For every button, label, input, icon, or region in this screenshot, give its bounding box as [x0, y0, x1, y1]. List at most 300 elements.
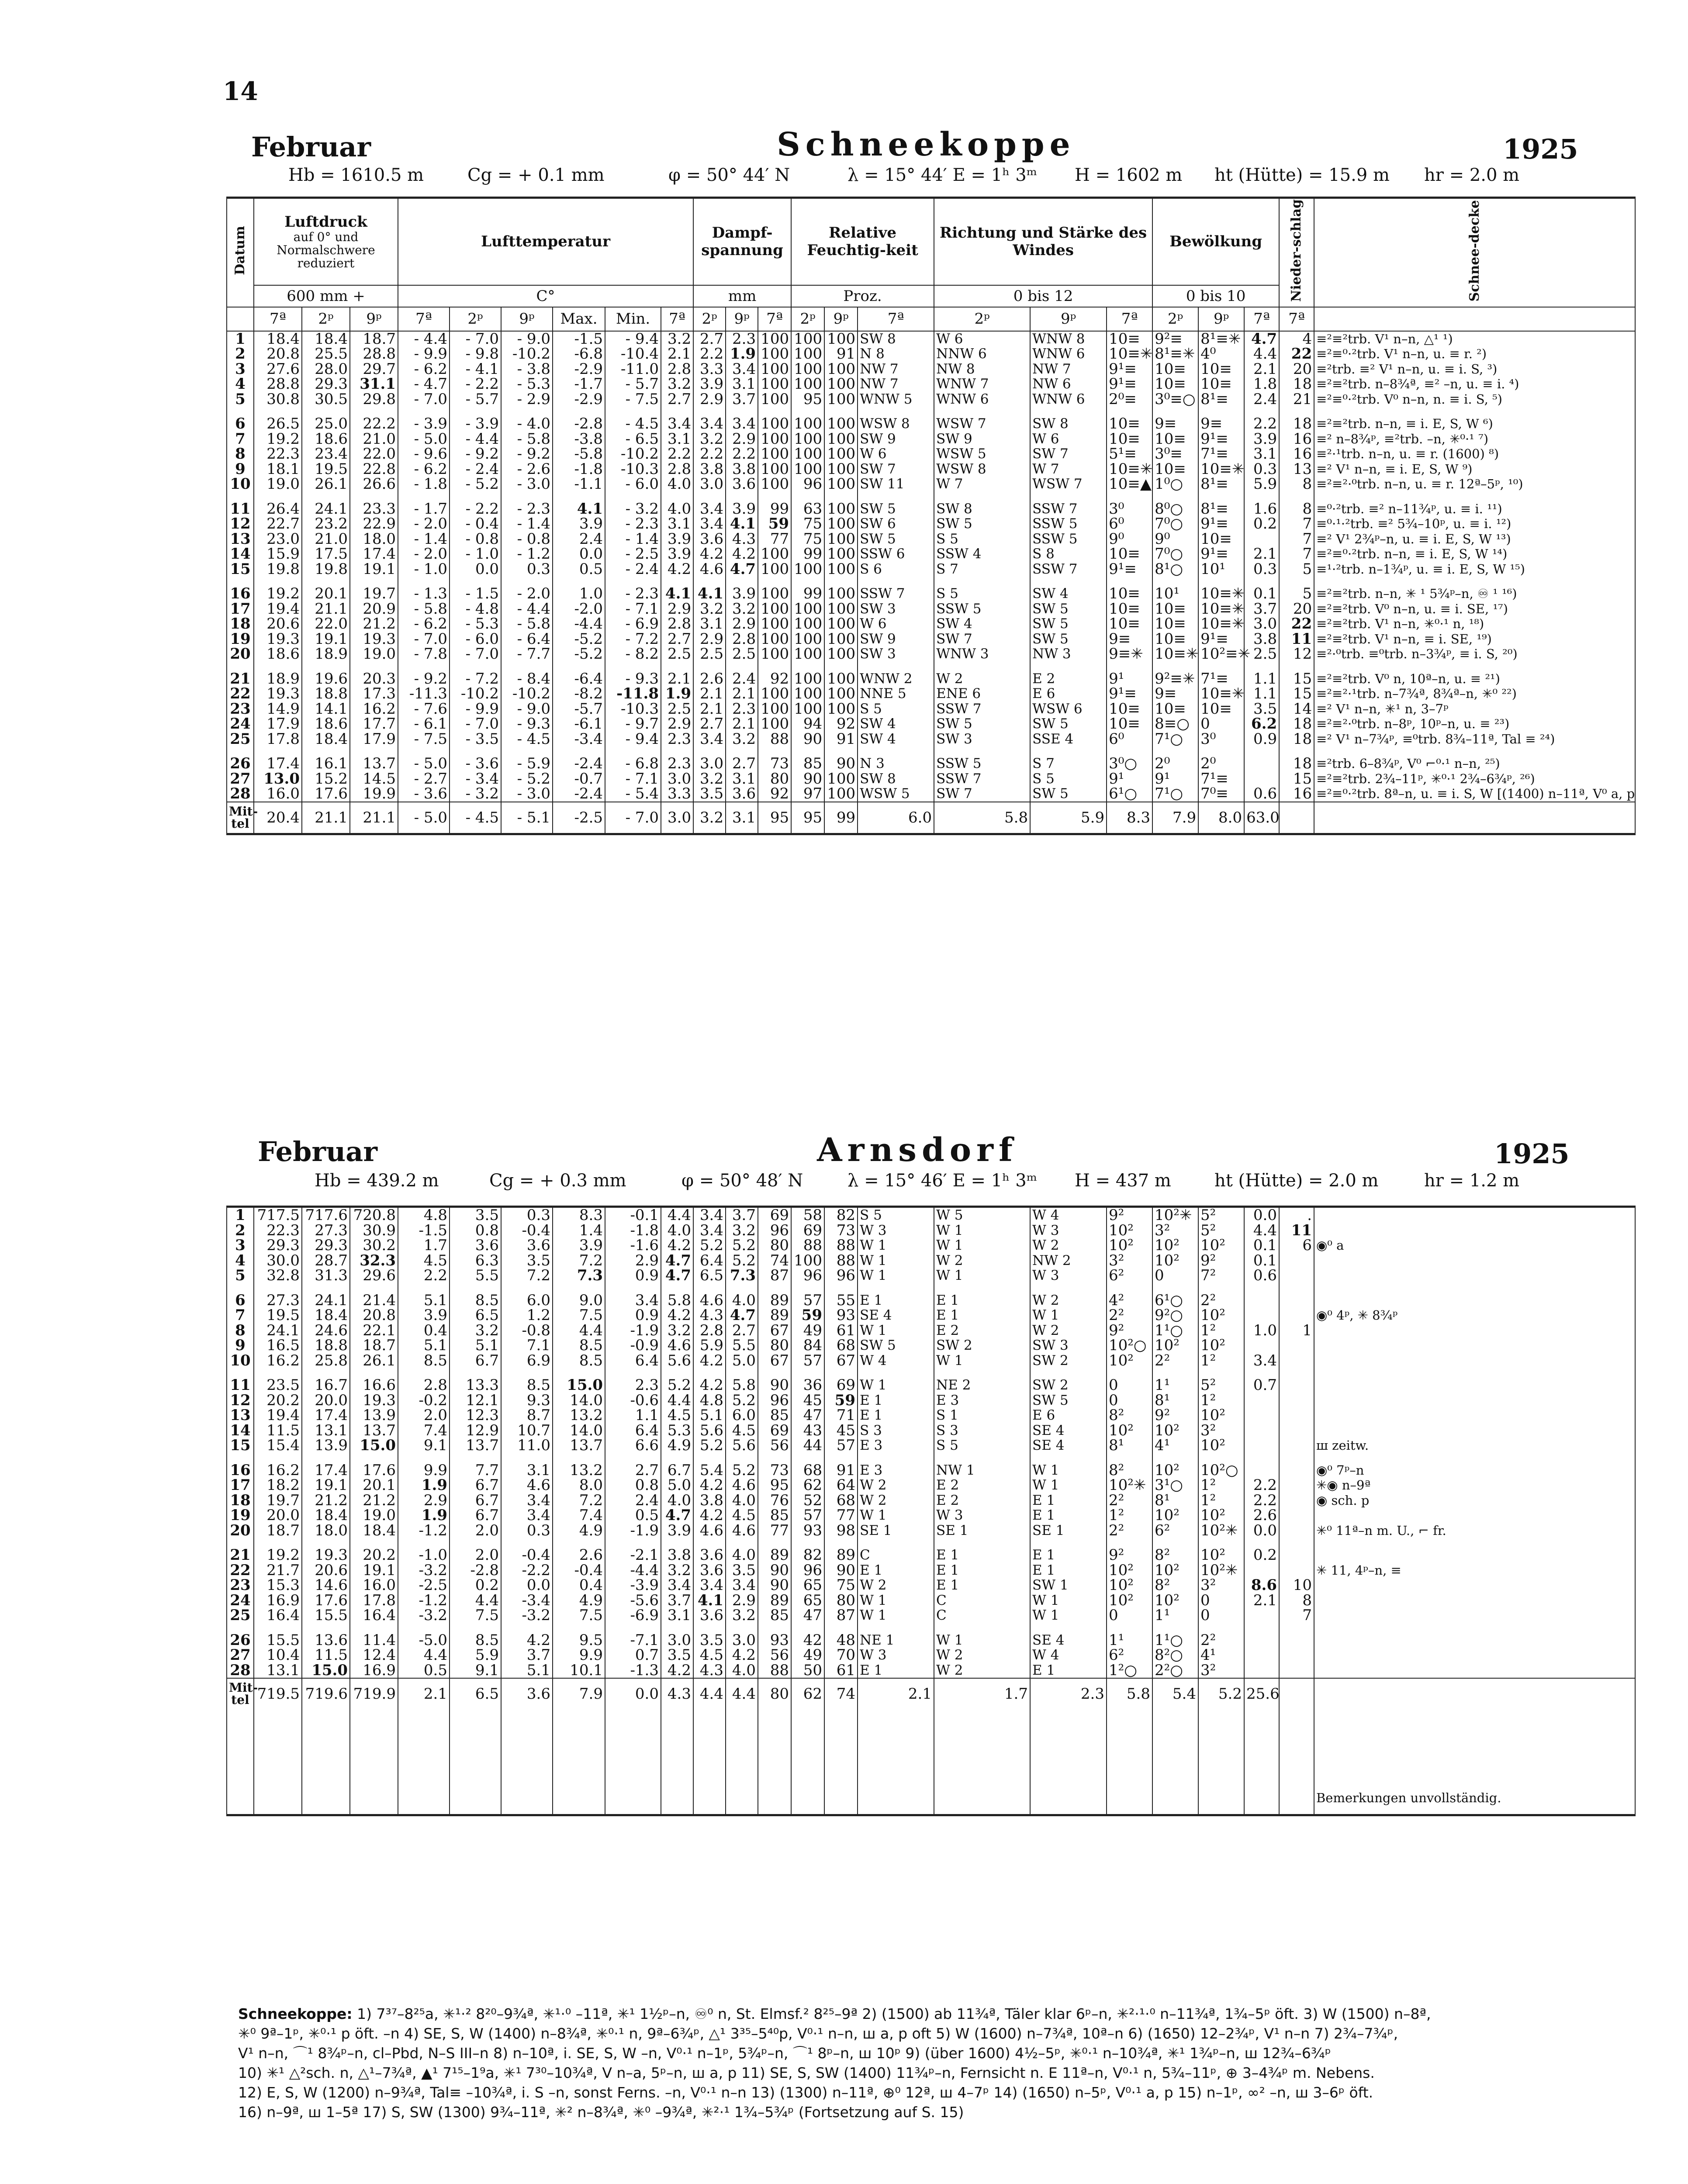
value-cell: -0.4: [553, 1563, 605, 1578]
value-cell: NW 1: [934, 1463, 1030, 1478]
value-cell: W 2: [858, 1493, 934, 1508]
param-h: H = 1602 m: [1075, 165, 1183, 185]
year-schneekoppe: 1925: [1503, 133, 1578, 165]
remark-cell: ≡² V¹ n–n, ✳¹ n, 3–7ᵖ: [1314, 702, 1635, 717]
value-cell: SW 8: [858, 771, 934, 787]
value-cell: 31.1: [350, 377, 398, 392]
value-cell: [1279, 1293, 1314, 1308]
value-cell: E 3: [858, 1438, 934, 1453]
value-cell: 12.4: [350, 1648, 398, 1663]
value-cell: [1279, 1253, 1314, 1268]
value-cell: 96: [791, 1563, 824, 1578]
value-cell: 0.5: [398, 1663, 450, 1679]
param-ht: ht (Hütte) = 15.9 m: [1214, 165, 1390, 185]
value-cell: 9¹: [1107, 771, 1152, 787]
table-row: [227, 501, 1635, 517]
value-cell: 22.7: [254, 516, 302, 532]
value-cell: 91: [824, 1463, 858, 1478]
value-cell: E 1: [1030, 1563, 1107, 1578]
value-cell: 10²: [1198, 1238, 1244, 1253]
value-cell: 8¹≡: [1198, 501, 1244, 517]
value-cell: 8²: [1152, 1578, 1198, 1593]
mean-value: 5.8: [1107, 1678, 1152, 1709]
value-cell: 18: [1279, 716, 1314, 732]
value-cell: -1.1: [553, 477, 605, 492]
mean-row: [227, 802, 1635, 834]
value-cell: 32.3: [350, 1253, 398, 1268]
value-cell: SW 5: [934, 716, 1030, 732]
value-cell: - 3.2: [450, 786, 501, 802]
value-cell: 100: [758, 716, 791, 732]
value-cell: 2²: [1198, 1293, 1244, 1308]
value-cell: - 9.4: [605, 331, 661, 347]
value-cell: -2.4: [553, 756, 605, 771]
value-cell: 4.2: [693, 1508, 726, 1523]
value-cell: 0: [1198, 1593, 1244, 1608]
value-cell: 3.4: [726, 1578, 758, 1593]
mean-value: 6.5: [450, 1678, 501, 1709]
value-cell: 19.7: [350, 586, 398, 601]
value-cell: 2²○: [1152, 1663, 1198, 1679]
value-cell: 1.1: [605, 1408, 661, 1423]
value-cell: 10²✳: [1198, 1563, 1244, 1578]
value-cell: 100: [824, 446, 858, 462]
value-cell: 0.1: [1244, 586, 1279, 601]
mean-value: 3.2: [693, 802, 726, 834]
table-row: [227, 362, 1635, 377]
value-cell: - 5.7: [605, 377, 661, 392]
value-cell: 1⁰○: [1152, 477, 1198, 492]
value-cell: 7: [1279, 1608, 1314, 1623]
value-cell: 13.0: [254, 771, 302, 787]
value-cell: 29.8: [350, 392, 398, 407]
value-cell: 30.5: [302, 392, 350, 407]
day-cell: 19: [227, 632, 254, 647]
param-hb: Hb = 1610.5 m: [288, 165, 424, 185]
value-cell: -3.9: [605, 1578, 661, 1593]
value-cell: 18.8: [302, 1338, 350, 1353]
value-cell: 0: [1107, 1378, 1152, 1393]
value-cell: 57: [791, 1293, 824, 1308]
value-cell: 18.7: [350, 331, 398, 347]
value-cell: -11.8: [605, 686, 661, 702]
value-cell: 59: [824, 1393, 858, 1408]
col-wind: Richtung und Stärke des Windes: [934, 198, 1152, 285]
value-cell: - 2.0: [501, 586, 553, 601]
table-row: [227, 1478, 1635, 1493]
value-cell: 19.2: [254, 586, 302, 601]
value-cell: - 0.8: [450, 532, 501, 547]
value-cell: 7.5: [553, 1308, 605, 1323]
value-cell: -6.4: [553, 671, 605, 687]
value-cell: 2.5: [1244, 646, 1279, 662]
mean-value: 20.4: [254, 802, 302, 834]
value-cell: 0.5: [553, 562, 605, 577]
value-cell: E 1: [1030, 1548, 1107, 1563]
value-cell: 3.9: [726, 586, 758, 601]
value-cell: 100: [824, 562, 858, 577]
value-cell: - 1.8: [398, 477, 450, 492]
value-cell: W 1: [934, 1353, 1030, 1368]
value-cell: - 9.8: [450, 346, 501, 362]
table-row: [227, 1663, 1635, 1679]
value-cell: 91: [824, 346, 858, 362]
value-cell: 4¹: [1152, 1438, 1198, 1453]
value-cell: 3⁰≡: [1152, 446, 1198, 462]
value-cell: 4.8: [693, 1393, 726, 1408]
value-cell: 3.5: [693, 1633, 726, 1648]
value-cell: 100: [758, 446, 791, 462]
value-cell: 85: [791, 756, 824, 771]
value-cell: W 2: [934, 1253, 1030, 1268]
value-cell: 9²: [1107, 1207, 1152, 1223]
value-cell: 100: [824, 516, 858, 532]
value-cell: 5.9: [450, 1648, 501, 1663]
value-cell: 1²○: [1107, 1663, 1152, 1679]
value-cell: W 1: [934, 1633, 1030, 1648]
value-cell: 15.0: [553, 1378, 605, 1393]
value-cell: 3.8: [726, 462, 758, 477]
value-cell: 18.4: [302, 1508, 350, 1523]
value-cell: 10≡: [1107, 416, 1152, 432]
value-cell: 4.5: [693, 1648, 726, 1663]
value-cell: 17.4: [254, 756, 302, 771]
value-cell: - 7.0: [450, 716, 501, 732]
value-cell: W 4: [1030, 1648, 1107, 1663]
value-cell: - 2.2: [450, 377, 501, 392]
value-cell: 3.6: [693, 1563, 726, 1578]
value-cell: - 9.3: [501, 716, 553, 732]
value-cell: - 9.0: [501, 702, 553, 717]
value-cell: - 3.9: [398, 416, 450, 432]
value-cell: 2.0: [398, 1408, 450, 1423]
value-cell: E 1: [1030, 1663, 1107, 1679]
value-cell: 5.9: [1244, 477, 1279, 492]
value-cell: 69: [758, 1423, 791, 1438]
table-row: [227, 1323, 1635, 1338]
mean-value: 2.1: [398, 1678, 450, 1709]
value-cell: 10≡: [1107, 331, 1152, 347]
value-cell: 2.1: [661, 346, 693, 362]
value-cell: 0.8: [450, 1223, 501, 1238]
param-ht: ht (Hütte) = 2.0 m: [1214, 1171, 1379, 1191]
remark-cell: ≡²trb. 6–8¾ᵖ, V⁰ ⌐⁰·¹ n–n, ²⁵): [1314, 756, 1635, 771]
value-cell: 3.4: [661, 1578, 693, 1593]
value-cell: 9¹≡: [1198, 516, 1244, 532]
value-cell: - 9.9: [450, 702, 501, 717]
value-cell: 67: [758, 1323, 791, 1338]
value-cell: W 7: [934, 477, 1030, 492]
value-cell: W 1: [858, 1378, 934, 1393]
value-cell: SSW 5: [1030, 532, 1107, 547]
remark-cell: ✳ 11, 4ᵖ–n, ≡: [1314, 1563, 1635, 1578]
remark-cell: ≡²≡²·¹trb. n–7¾ª, 8¾ª–n, ✳⁰ ²²): [1314, 686, 1635, 702]
table-row: [227, 1353, 1635, 1368]
value-cell: .: [1279, 1207, 1314, 1223]
value-cell: 100: [758, 702, 791, 717]
value-cell: 4.7: [661, 1508, 693, 1523]
value-cell: [1279, 1463, 1314, 1478]
day-cell: 25: [227, 1608, 254, 1623]
day-cell: 23: [227, 1578, 254, 1593]
value-cell: 4.6: [693, 1293, 726, 1308]
value-cell: 43: [791, 1423, 824, 1438]
mean-value: [1279, 1678, 1314, 1709]
value-cell: 25.8: [302, 1353, 350, 1368]
value-cell: 9¹≡: [1198, 432, 1244, 447]
value-cell: 70: [824, 1648, 858, 1663]
value-cell: 0.3: [1244, 562, 1279, 577]
mean-value: [1314, 1678, 1635, 1709]
value-cell: 8: [1279, 501, 1314, 517]
value-cell: 25.5: [302, 346, 350, 362]
value-cell: W 1: [858, 1238, 934, 1253]
value-cell: SW 3: [1030, 1338, 1107, 1353]
value-cell: -2.2: [501, 1563, 553, 1578]
value-cell: - 2.9: [501, 392, 553, 407]
value-cell: 10²: [1107, 1353, 1152, 1368]
mean-value: 1.7: [934, 1678, 1030, 1709]
day-cell: 5: [227, 392, 254, 407]
value-cell: 59: [791, 1308, 824, 1323]
remark-cell: ≡²≡²trb. V¹ n–n, ✳⁰·¹ n, ¹⁸): [1314, 616, 1635, 632]
mean-value: 7.9: [1152, 802, 1198, 834]
param-h: H = 437 m: [1075, 1171, 1171, 1191]
value-cell: 9¹≡: [1107, 362, 1152, 377]
value-cell: 100: [758, 346, 791, 362]
value-cell: 3.4: [693, 1207, 726, 1223]
value-cell: 6.5: [450, 1308, 501, 1323]
value-cell: 2.6: [1244, 1508, 1279, 1523]
value-cell: 4.6: [726, 1478, 758, 1493]
value-cell: 19.1: [302, 1478, 350, 1493]
table-row: [227, 732, 1635, 747]
value-cell: 23.0: [254, 532, 302, 547]
value-cell: [1244, 1308, 1279, 1323]
value-cell: -6.1: [553, 716, 605, 732]
value-cell: 4.6: [501, 1478, 553, 1493]
value-cell: SSW 7: [934, 702, 1030, 717]
value-cell: W 2: [934, 1648, 1030, 1663]
value-cell: 6.3: [450, 1253, 501, 1268]
value-cell: 100: [758, 546, 791, 562]
value-cell: 5.0: [661, 1478, 693, 1493]
value-cell: 6²: [1107, 1268, 1152, 1283]
value-cell: 4.6: [661, 1338, 693, 1353]
value-cell: 3.9: [1244, 432, 1279, 447]
value-cell: 3⁰: [1107, 501, 1152, 517]
value-cell: SW 7: [858, 462, 934, 477]
value-cell: 26.1: [350, 1353, 398, 1368]
value-cell: 18.6: [302, 432, 350, 447]
value-cell: 6.4: [605, 1353, 661, 1368]
value-cell: 100: [791, 446, 824, 462]
value-cell: 2.9: [726, 1593, 758, 1608]
value-cell: - 5.3: [501, 377, 553, 392]
value-cell: 30.8: [254, 392, 302, 407]
value-cell: 3.1: [661, 516, 693, 532]
value-cell: SW 4: [858, 732, 934, 747]
value-cell: WSW 7: [934, 416, 1030, 432]
value-cell: 22: [1279, 346, 1314, 362]
value-cell: NW 7: [858, 362, 934, 377]
day-cell: 19: [227, 1508, 254, 1523]
value-cell: 10: [1279, 1578, 1314, 1593]
value-cell: 3.1: [501, 1463, 553, 1478]
value-cell: 9.1: [398, 1438, 450, 1453]
value-cell: 7: [1279, 516, 1314, 532]
value-cell: -10.2: [501, 686, 553, 702]
value-cell: 58: [791, 1207, 824, 1223]
value-cell: 3.2: [450, 1323, 501, 1338]
value-cell: 2²: [1152, 1353, 1198, 1368]
value-cell: 100: [758, 586, 791, 601]
value-cell: -0.4: [501, 1223, 553, 1238]
day-cell: 16: [227, 1463, 254, 1478]
table-row: [227, 716, 1635, 732]
value-cell: 4.2: [661, 1663, 693, 1679]
value-cell: -2.8: [553, 416, 605, 432]
value-cell: NNW 6: [934, 346, 1030, 362]
value-cell: 29.7: [350, 362, 398, 377]
mean-value: 80: [758, 1678, 791, 1709]
table-row: [227, 786, 1635, 802]
col-bewoelkung: Bewölkung: [1152, 198, 1279, 285]
value-cell: 45: [824, 1423, 858, 1438]
value-cell: 1¹: [1107, 1633, 1152, 1648]
value-cell: 3.9: [661, 1523, 693, 1538]
value-cell: 77: [824, 1508, 858, 1523]
value-cell: 4.5: [726, 1423, 758, 1438]
value-cell: - 3.9: [450, 416, 501, 432]
table-row: [227, 1523, 1635, 1538]
value-cell: 2.4: [553, 532, 605, 547]
value-cell: 15.2: [302, 771, 350, 787]
value-cell: [1244, 1408, 1279, 1423]
value-cell: 4.0: [726, 1293, 758, 1308]
value-cell: 10≡: [1107, 702, 1152, 717]
value-cell: [1279, 1563, 1314, 1578]
remark-cell: ≡²≡²trb. V⁰ n–n, u. ≡ i. SE, ¹⁷): [1314, 601, 1635, 617]
value-cell: - 1.2: [501, 546, 553, 562]
value-cell: 89: [758, 1293, 791, 1308]
value-cell: 20.0: [302, 1393, 350, 1408]
value-cell: 7: [1279, 546, 1314, 562]
day-cell: 20: [227, 646, 254, 662]
value-cell: 65: [791, 1593, 824, 1608]
value-cell: 3⁰: [1198, 732, 1244, 747]
value-cell: 10²○: [1198, 1463, 1244, 1478]
value-cell: 18.4: [302, 331, 350, 347]
value-cell: 5.2: [726, 1238, 758, 1253]
table-row: [227, 1648, 1635, 1663]
value-cell: W 1: [1030, 1608, 1107, 1623]
value-cell: 4.0: [661, 1223, 693, 1238]
value-cell: 3⁰○: [1107, 756, 1152, 771]
value-cell: 2.4: [726, 671, 758, 687]
value-cell: -8.2: [553, 686, 605, 702]
value-cell: 13.1: [302, 1423, 350, 1438]
value-cell: 2.2: [1244, 1478, 1279, 1493]
table-row: [227, 616, 1635, 632]
value-cell: 11.5: [254, 1423, 302, 1438]
value-cell: 3.4: [661, 416, 693, 432]
table-row: [227, 477, 1635, 492]
value-cell: 1.0: [553, 586, 605, 601]
value-cell: - 6.5: [605, 432, 661, 447]
value-cell: SW 9: [934, 432, 1030, 447]
value-cell: -10.4: [605, 346, 661, 362]
value-cell: 1¹○: [1152, 1633, 1198, 1648]
mean-value: 719.6: [302, 1678, 350, 1709]
value-cell: S 5: [1030, 771, 1107, 787]
value-cell: 8: [1279, 477, 1314, 492]
value-cell: [1279, 1423, 1314, 1438]
col-lufttemperatur: Lufttemperatur: [398, 198, 693, 285]
value-cell: 3.4: [693, 732, 726, 747]
remark-cell: [1314, 1207, 1635, 1223]
value-cell: 15.0: [302, 1663, 350, 1679]
value-cell: WNW 6: [934, 392, 1030, 407]
value-cell: 19.0: [350, 646, 398, 662]
value-cell: E 1: [934, 1548, 1030, 1563]
value-cell: E 3: [858, 1463, 934, 1478]
value-cell: 90: [791, 771, 824, 787]
value-cell: 3.5: [450, 1207, 501, 1223]
value-cell: 9.3: [501, 1393, 553, 1408]
value-cell: 20.1: [302, 586, 350, 601]
value-cell: 16.2: [254, 1353, 302, 1368]
value-cell: 2.7: [693, 331, 726, 347]
value-cell: [1279, 1378, 1314, 1393]
value-cell: 100: [758, 416, 791, 432]
value-cell: 19.3: [350, 1393, 398, 1408]
value-cell: 15.5: [254, 1633, 302, 1648]
value-cell: 3.0: [661, 771, 693, 787]
day-cell: 14: [227, 546, 254, 562]
value-cell: 0.4: [553, 1578, 605, 1593]
value-cell: 26.1: [302, 477, 350, 492]
value-cell: 9⁰: [1152, 532, 1198, 547]
value-cell: N 3: [858, 756, 934, 771]
value-cell: [1279, 1408, 1314, 1423]
value-cell: 5.2: [726, 1253, 758, 1268]
value-cell: - 3.6: [450, 756, 501, 771]
day-cell: 21: [227, 1548, 254, 1563]
value-cell: 14.1: [302, 702, 350, 717]
value-cell: -3.4: [553, 732, 605, 747]
day-cell: 22: [227, 1563, 254, 1578]
value-cell: 2²: [1107, 1493, 1152, 1508]
value-cell: -5.0: [398, 1633, 450, 1648]
value-cell: E 1: [858, 1293, 934, 1308]
remark-cell: [1314, 1353, 1635, 1368]
value-cell: 2⁰: [1152, 756, 1198, 771]
value-cell: 1.1: [1244, 671, 1279, 687]
value-cell: 7⁰≡: [1198, 786, 1244, 802]
value-cell: 0: [1152, 1268, 1198, 1283]
value-cell: - 3.8: [501, 362, 553, 377]
value-cell: 17.4: [302, 1463, 350, 1478]
value-cell: - 9.4: [605, 732, 661, 747]
value-cell: 67: [758, 1353, 791, 1368]
day-cell: 1: [227, 1207, 254, 1223]
value-cell: 18.9: [254, 671, 302, 687]
value-cell: -10.2: [450, 686, 501, 702]
value-cell: 100: [824, 546, 858, 562]
value-cell: 3.5: [693, 786, 726, 802]
value-cell: 15: [1279, 671, 1314, 687]
